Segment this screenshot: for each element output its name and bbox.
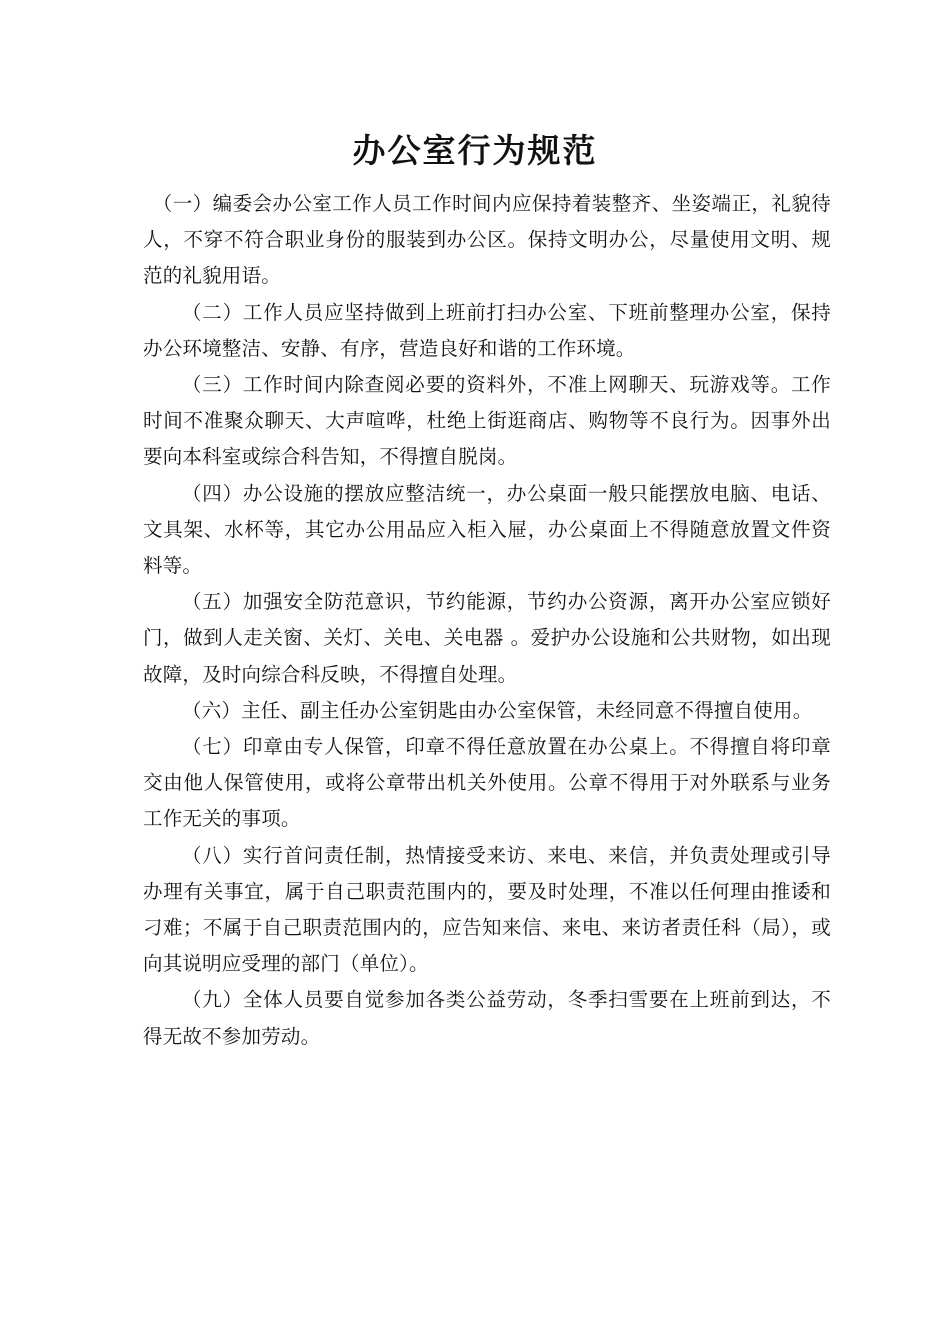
paragraph-2: （二）工作人员应坚持做到上班前打扫办公室、下班前整理办公室，保持办公环境整洁、安静、有序，营造良好和谐的工作环境。: [143, 300, 831, 360]
document-title: 办公室行为规范: [352, 131, 598, 170]
paragraph-4: （四）办公设施的摆放应整洁统一，办公桌面一般只能摆放电脑、电话、文具架、水杯等，其它办公用品应入柜入屉，办公桌面上不得随意放置文件资料等。: [143, 481, 831, 578]
paragraph-9: （九）全体人员要自觉参加各类公益劳动，冬季扫雪要在上班前到达，不得无故不参加劳动。: [143, 988, 831, 1048]
paragraph-8: （八）实行首问责任制，热情接受来访、来电、来信，并负责处理或引导办理有关事宜，属于自己职责范围内的，要及时处理，不准以任何理由推诿和刁难；不属于自己职责范围内的，应告知来信、来电、来访者责任科（局），或向其说明应受理的部门（单位）。: [143, 843, 831, 976]
document-body: [143, 186, 831, 1055]
paragraph-3: （三）工作时间内除查阅必要的资料外，不准上网聊天、玩游戏等。工作时间不准聚众聊天、大声喧哗，杜绝上街逛商店、购物等不良行为。因事外出要向本科室或综合科告知，不得擅自脱岗。: [143, 373, 831, 469]
paragraph-5: （五）加强安全防范意识，节约能源，节约办公资源，离开办公室应锁好门，做到人走关窗、关灯、关电、关电器 。爱护办公设施和公共财物，如出现故障，及时向综合科反映，不得擅自处理。: [143, 590, 831, 686]
paragraph-6: （六）主任、副主任办公室钥匙由办公室保管，未经同意不得擅自使用。: [182, 698, 813, 722]
paragraph-1: （一）编委会办公室工作人员工作时间内应保持着装整齐、坐姿端正，礼貌待人，不穿不符合职业身份的服装到办公区。保持文明办公，尽量使用文明、规范的礼貌用语。: [143, 192, 831, 288]
paragraph-7: （七）印章由专人保管，印章不得任意放置在办公桌上。不得擅自将印章交由他人保管使用，或将公章带出机关外使用。公章不得用于对外联系与业务工作无关的事项。: [143, 735, 831, 831]
